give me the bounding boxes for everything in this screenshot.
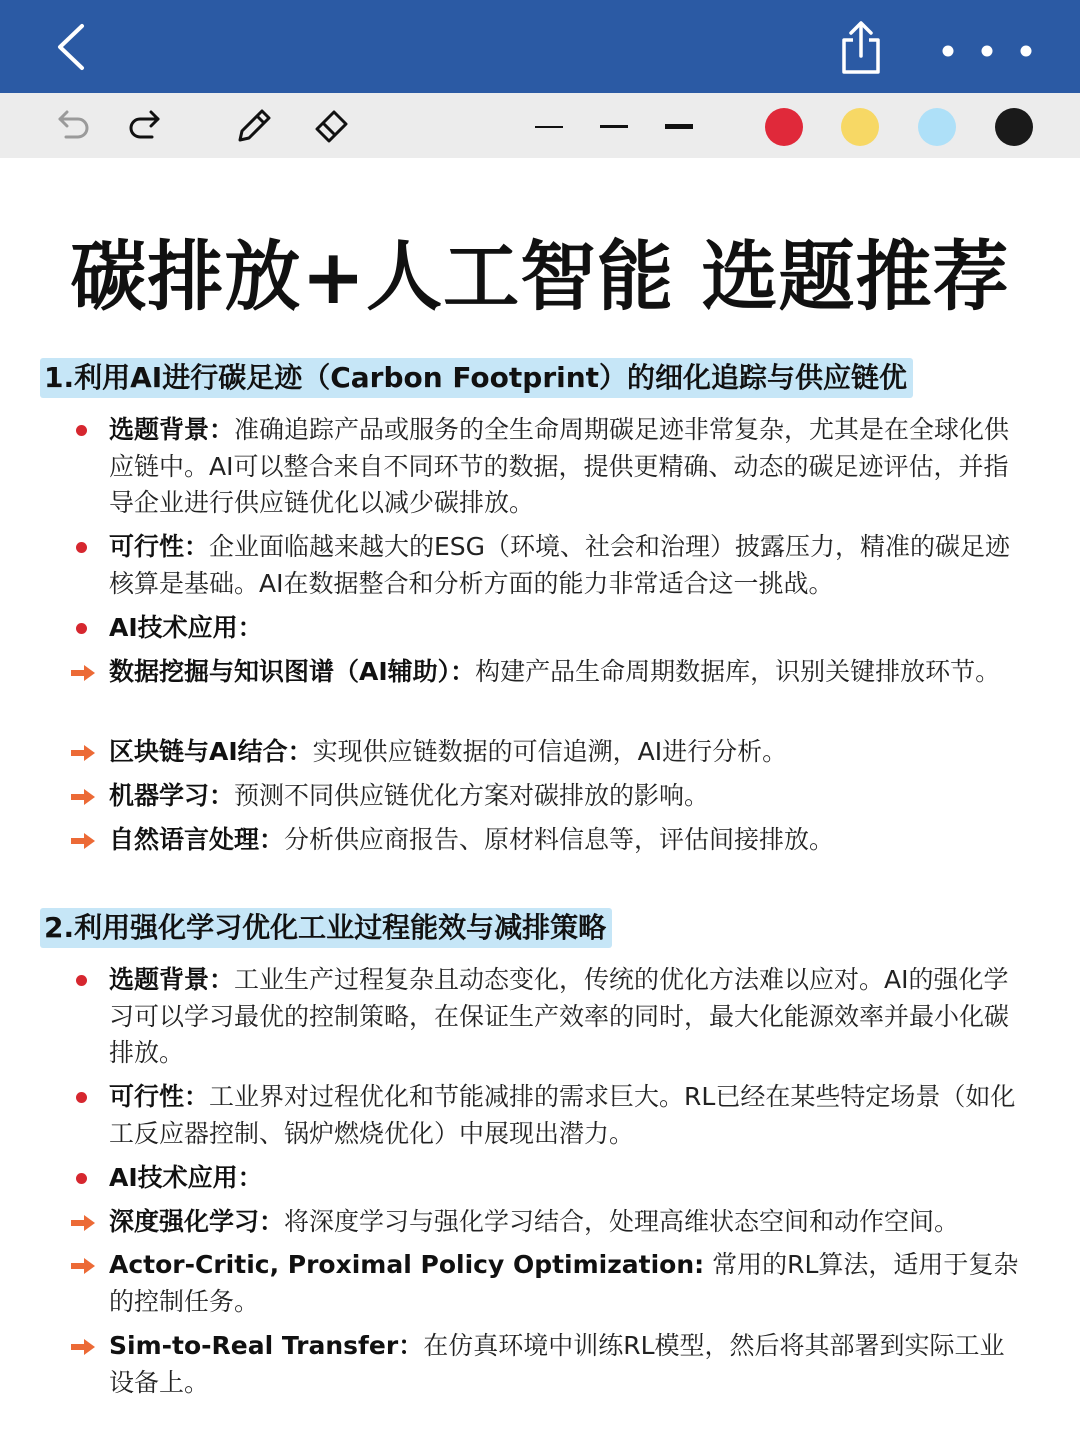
section-1-heading: 1.利用AI进行碳足迹（Carbon Footprint）的细化追踪与供应链优 <box>40 358 913 398</box>
bullet-dot <box>76 1092 87 1103</box>
list-item <box>109 412 1021 522</box>
pencil-icon[interactable] <box>232 103 276 147</box>
arrow-bullet-icon <box>70 832 96 850</box>
list-item <box>109 610 1021 647</box>
item-label: Sim-to-Real Transfer： <box>109 1331 424 1360</box>
page-title: 碳排放+人工智能 选题推荐 <box>70 232 1010 321</box>
bullet-dot <box>76 623 87 634</box>
list-item <box>109 1247 1021 1320</box>
share-icon[interactable] <box>836 20 886 76</box>
item-text: 实现供应链数据的可信追溯，AI进行分析。 <box>312 737 788 766</box>
item-label: 区块链与AI结合： <box>109 737 313 766</box>
item-label: 数据挖掘与知识图谱（AI辅助）： <box>109 657 476 686</box>
list-item <box>109 734 1021 771</box>
thin-line-width[interactable] <box>535 126 563 128</box>
item-text: 预测不同供应链优化方案对碳排放的影响。 <box>234 781 710 810</box>
top-bar <box>0 0 1080 93</box>
item-label: AI技术应用： <box>109 613 263 642</box>
item-label: 深度强化学习： <box>109 1207 285 1236</box>
item-label: 可行性： <box>109 532 210 561</box>
item-text: 在仿真环境中训练RL模型，然后将其部署到实际工业设备上。 <box>109 1331 1005 1397</box>
bullet-dot <box>76 425 87 436</box>
list-item <box>109 962 1021 1072</box>
list-item <box>109 778 1021 815</box>
arrow-bullet-icon <box>70 788 96 806</box>
black-color-swatch[interactable] <box>995 108 1033 146</box>
arrow-bullet-icon <box>70 744 96 762</box>
arrow-bullet-icon <box>70 1338 96 1356</box>
yellow-color-swatch[interactable] <box>841 108 879 146</box>
eraser-icon[interactable] <box>310 103 354 147</box>
bullet-dot <box>76 975 87 986</box>
item-label: AI技术应用： <box>109 1163 263 1192</box>
arrow-bullet-icon <box>70 1257 96 1275</box>
list-item <box>109 822 1021 859</box>
red-color-swatch[interactable] <box>765 108 803 146</box>
list-item <box>109 1328 1021 1401</box>
bullet-dot <box>76 1173 87 1184</box>
list-item <box>109 654 1021 691</box>
medium-line-width[interactable] <box>600 125 628 128</box>
arrow-bullet-icon <box>70 664 96 682</box>
item-label: 选题背景： <box>109 965 235 994</box>
item-label: 自然语言处理： <box>109 825 285 854</box>
item-text: 将深度学习与强化学习结合，处理高维状态空间和动作空间。 <box>284 1207 960 1236</box>
arrow-bullet-icon <box>70 1214 96 1232</box>
item-text: 工业生产过程复杂且动态变化，传统的优化方法难以应对。AI的强化学习可以学习最优的控制策略，在保证生产效率的同时，最大化能源效率并最小化碳排放。 <box>109 965 1010 1067</box>
item-text: 工业界对过程优化和节能减排的需求巨大。RL已经在某些特定场景（如化工反应器控制、锅炉燃烧优化）中展现出潜力。 <box>109 1082 1016 1148</box>
item-text: 构建产品生命周期数据库，识别关键排放环节。 <box>475 657 1001 686</box>
section-2-heading: 2.利用强化学习优化工业过程能效与减排策略 <box>40 908 612 948</box>
list-item <box>109 1160 1021 1197</box>
more-dots-icon[interactable] <box>934 36 1038 66</box>
item-text: 常用的RL算法，适用于复杂的控制任务。 <box>109 1250 1019 1316</box>
item-text: 准确追踪产品或服务的全生命周期碳足迹非常复杂，尤其是在全球化供应链中。AI可以整合来自不同环节的数据，提供更精确、动态的碳足迹评估，并指导企业进行供应链优化以减少碳排放。 <box>109 415 1010 517</box>
light-blue-color-swatch[interactable] <box>918 108 956 146</box>
item-label: 机器学习： <box>109 781 235 810</box>
chevron-left-icon[interactable] <box>50 22 94 72</box>
undo-icon[interactable] <box>50 103 94 147</box>
list-item <box>109 1204 1021 1241</box>
redo-icon[interactable] <box>124 103 168 147</box>
item-label: Actor-Critic, Proximal Policy Optimization: <box>109 1250 705 1279</box>
item-label: 选题背景： <box>109 415 235 444</box>
thick-line-width[interactable] <box>665 124 693 129</box>
bullet-dot <box>76 542 87 553</box>
list-item <box>109 529 1021 602</box>
item-text: 分析供应商报告、原材料信息等，评估间接排放。 <box>284 825 835 854</box>
item-label: 可行性： <box>109 1082 210 1111</box>
list-item <box>109 1079 1021 1152</box>
item-text: 企业面临越来越大的ESG（环境、社会和治理）披露压力，精准的碳足迹核算是基础。AI在数据整合和分析方面的能力非常适合这一挑战。 <box>109 532 1011 598</box>
